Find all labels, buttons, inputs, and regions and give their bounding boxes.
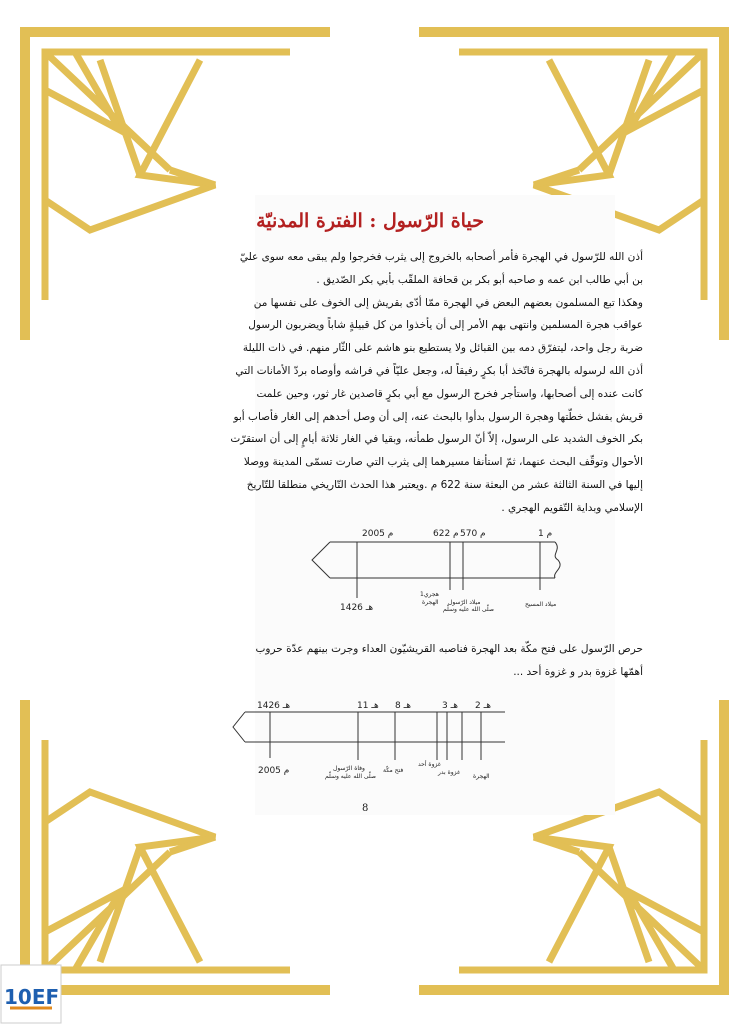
timeline-hijri <box>225 698 515 798</box>
label-uhud: غزوة أحد <box>418 761 441 768</box>
site-logo[interactable] <box>0 964 62 1024</box>
timeline-arrow-head <box>233 712 245 742</box>
label-11h: 11 هـ <box>357 701 379 711</box>
page-number: 8 <box>362 803 369 814</box>
label-622: 622 م <box>433 529 459 539</box>
paragraph-battles: حرص الرّسول على فتح مكّة بعد الهجرة فناصبه القريشيّون العداء وجرت بينهم عدّة حروب أهمّها غزوة بدر و غزوة أحد ... <box>255 643 643 678</box>
label-1426: 1426 هـ <box>340 603 374 613</box>
label-hijra2: الهجرة <box>473 773 490 780</box>
paragraph-hijra: أذن الله للرّسول في الهجرة فأمر أصحابه بالخروج إلى يثرب فخرجوا ولم يبقى معه سوى عليّ بن أبي طالب ابن عمه و صاحبه أبو بكر بن قحافة الملقّب بأبي بكر الصّديق . وهكذا تبع المسلمون بعضهم البعض في الهجرة ممّا أدّى بقريش إلى الخوف على نفسها من عواقب هجرة المسلمين وانتهى بهم الأمر إلى أن يأخذوا من كل قبيلةٍ شاباً ويضربون الرسول ضربة رجل واحد، ليتفرّق دمه بين القبائل ولا يستطيع بنو هاشم على الثّار منهم. في ذات الليلة أذن الله لرسوله بالهجرة فاتّخذ أبا بكرٍ رفيقاً له، وجعل عليّاً في فراشه وأوصاه بردّ الأمانات التي كانت عنده إلى أصحابها، واستأجر فخرج الرسول مع أبي بكرٍ قاصدين غار ثور، وحين علمت قريش بفشل خطّتها وهجرة الرسول بدأوا بالبحث عنه، إلى أن وصل أحدهم إلى الغار فأصاب أبو بكر الخوف الشديد على الرسول، إلاّ أنّ الرسول طمأنه، وبقيا في الغار ثلاثة أيامٍ إلى أن استقرّت الأحوال وتوقّف البحث عنهما، ثمّ استأنفا مسيرهما إلى يثرب التي صارت تسمّى المدينة ووصلا إليها في السنة الثالثة عشر من البعثة سنة 622 م .ويعتبر هذا الحدث التّاريخي منطلقا للتّاريخ الإسلامي وبداية التّقويم الهجري . <box>230 251 643 514</box>
label-christ-birth: ميلاد المسيح <box>525 601 557 608</box>
label-conquest-mecca: فتح مكّة <box>383 767 404 774</box>
timeline-gregorian <box>300 520 580 615</box>
label-2005: 2005 م <box>362 529 394 539</box>
page-title: حياة الرّسول : الفترة المدنيّة <box>256 210 484 232</box>
logo-text: 10EF <box>4 985 60 1009</box>
label-prophet-birth: ميلاد الرّسول <box>448 599 481 606</box>
label-8h: 8 هـ <box>395 701 411 711</box>
label-2005m: 2005 م <box>258 766 290 776</box>
timeline-arrow-head <box>312 542 330 578</box>
label-2h: 2 هـ <box>475 701 491 711</box>
label-pbuh: صلّى الله عليه وسلّم <box>443 606 494 613</box>
label-hijra: الهجرة <box>422 599 439 606</box>
label-pbuh2: صلّى الله عليه وسلّم <box>325 773 376 780</box>
label-hijri1: 1هجري <box>420 591 439 598</box>
label-3h: 3 هـ <box>442 701 458 711</box>
label-badr: غزوة بدر <box>438 769 461 776</box>
label-1: 1 م <box>538 529 553 539</box>
label-570: 570 م <box>460 529 486 539</box>
label-prophet-death: وفاة الرّسول <box>333 765 365 772</box>
label-1426h: 1426 هـ <box>257 701 291 711</box>
